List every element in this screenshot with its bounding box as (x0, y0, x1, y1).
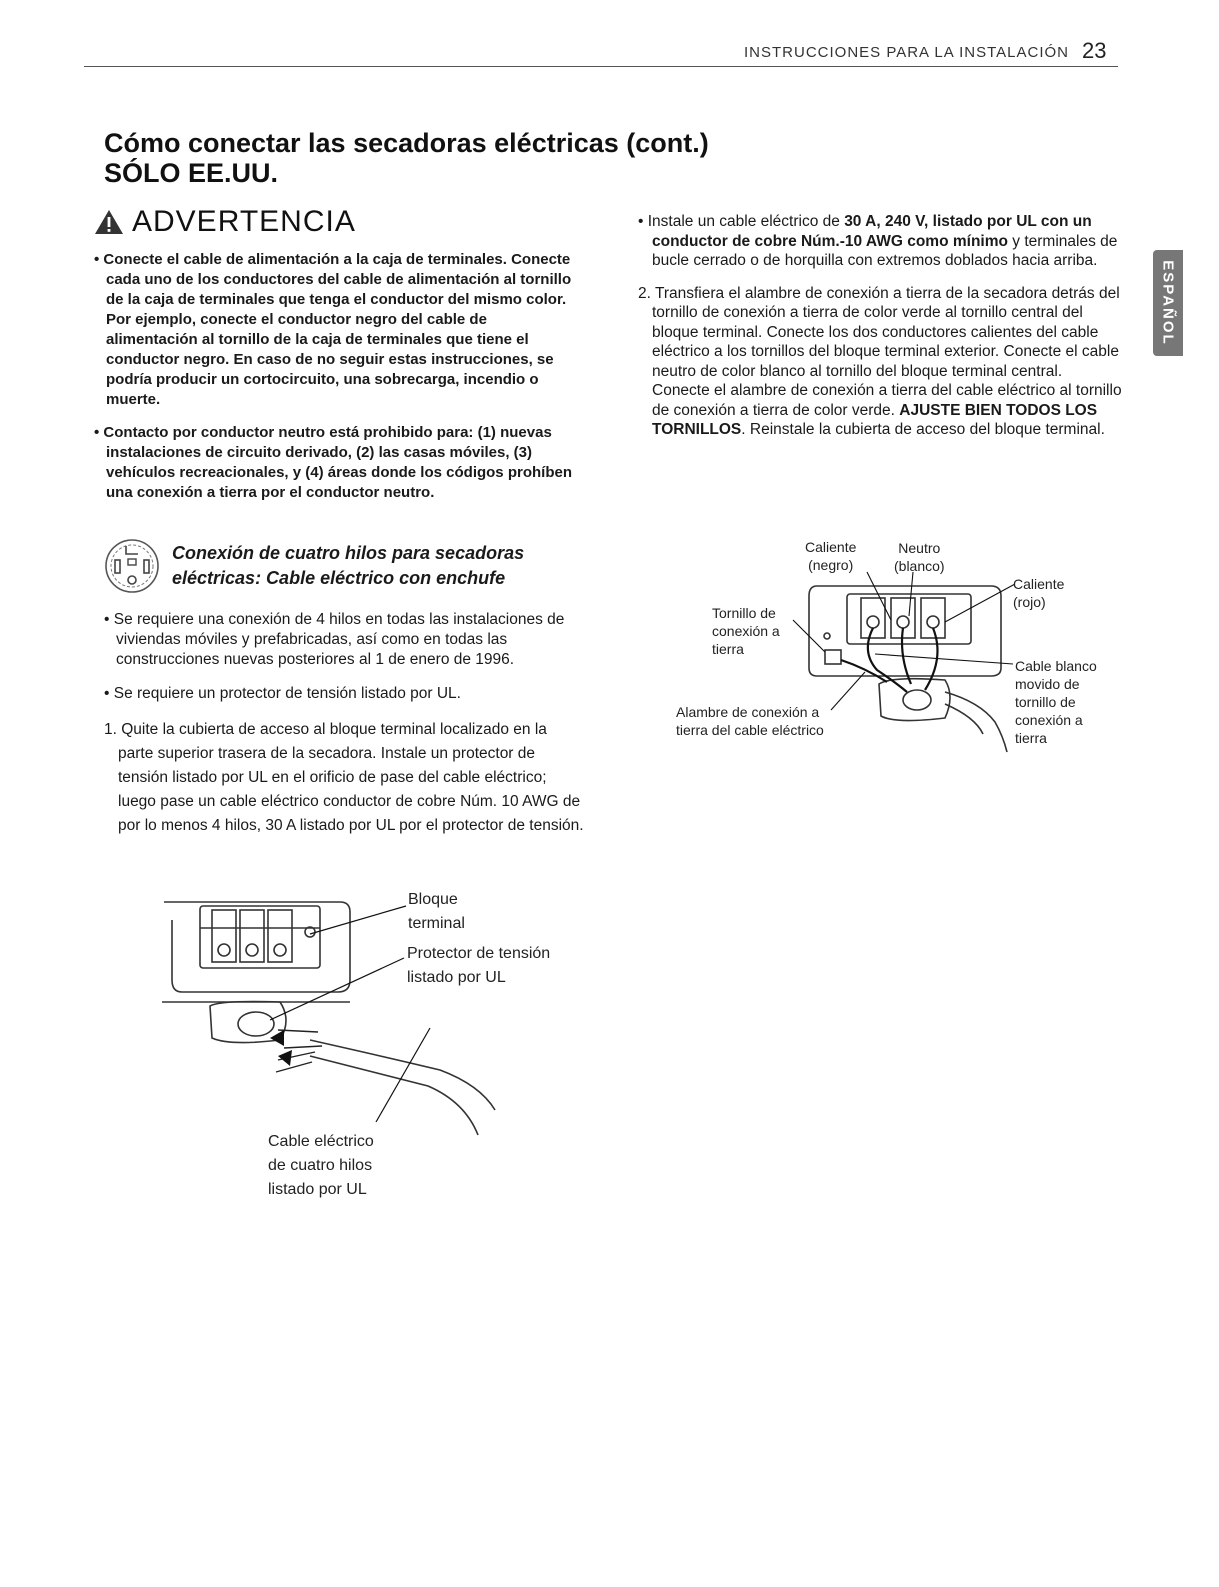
left-body-text (104, 610, 584, 852)
label-cable-line-3: listado por UL (268, 1181, 367, 1198)
requirement-bullet-2: • Se requiere un protector de tensión listado por UL. (104, 685, 461, 702)
label-tornillo-line-3: tierra (712, 641, 744, 657)
warning-title: ADVERTENCIA (132, 205, 356, 238)
label-tornillo-line-1: Tornillo de (712, 605, 776, 621)
title-line-1: Cómo conectar las secadoras eléctricas (cont.) (104, 128, 709, 158)
label-tornillo-line-2: conexión a (712, 623, 780, 639)
label-alambre-line-1: Alambre de conexión a (676, 704, 820, 720)
label-bloque-terminal (408, 888, 465, 936)
page-title (104, 128, 709, 188)
label-cable-blanco-line-2: movido de (1015, 676, 1080, 692)
label-alambre-line-2: tierra del cable eléctrico (676, 722, 824, 738)
label-cable-cuatro-hilos (268, 1130, 374, 1202)
warning-bullet-2: • Contacto por conductor neutro está prohibido para: (1) nuevas instalaciones de circuito derivado, (2) las casas móviles, (3) vehículos recreacionales, y (4) áreas donde los códigos prohíben una conexión a tierra por el conductor neutro. (94, 424, 572, 501)
label-neutro-line-2: (blanco) (894, 558, 945, 574)
cable-requirement-bold: 30 A, 240 V, listado por UL con un conductor de cobre Núm.-10 AWG como mínimo (652, 213, 1092, 250)
label-protector-line-2: listado por UL (407, 969, 506, 986)
label-caliente-negro (805, 538, 856, 574)
cable-requirement-post: y terminales de bucle cerrado o de horquilla con extremos doblados hacia arriba. (652, 232, 1118, 269)
label-caliente-negro-line-1: Caliente (805, 539, 857, 555)
header-rule (84, 66, 1118, 67)
label-caliente-rojo (1013, 575, 1064, 611)
step-2-bold: AJUSTE BIEN TODOS LOS TORNILLOS (652, 401, 1098, 438)
label-cable-blanco (1015, 657, 1097, 747)
label-neutro (894, 539, 945, 575)
label-tornillo-tierra (712, 604, 780, 658)
terminal-block-diagram (160, 880, 520, 1150)
subsection-title-line-1: Conexión de cuatro hilos para secadoras (172, 543, 525, 563)
label-cable-line-1: Cable eléctrico (268, 1133, 374, 1150)
step-2-post: . Reinstale la cubierta de acceso del bloque terminal. (741, 421, 1105, 438)
subsection-title-line-2: eléctricas: Cable eléctrico con enchufe (172, 568, 506, 588)
label-bloque-line-2: terminal (408, 915, 465, 932)
subsection-title (172, 541, 524, 591)
step-2 (638, 284, 1123, 440)
cable-requirement-bullet (638, 212, 1123, 271)
language-tab (1153, 250, 1183, 356)
label-caliente-rojo-line-2: (rojo) (1013, 594, 1046, 610)
label-cable-blanco-line-5: tierra (1015, 730, 1047, 746)
warning-heading (94, 205, 356, 239)
page-number: 23 (1082, 38, 1107, 63)
label-neutro-line-1: Neutro (898, 540, 941, 556)
label-cable-blanco-line-4: conexión a (1015, 712, 1083, 728)
subsection-heading (104, 538, 524, 594)
right-body-text (638, 212, 1123, 453)
label-protector (407, 942, 550, 990)
label-caliente-negro-line-2: (negro) (808, 557, 854, 573)
cable-requirement-pre: • Instale un cable eléctrico de (638, 213, 845, 230)
step-1: 1. Quite la cubierta de acceso al bloque terminal localizado en la parte superior trasera de la secadora. Instale un protector de tensión listado por UL en el orificio de pase del cable eléctrico; luego pase un cable eléctrico conductor de cobre Núm. 10 AWG de por lo menos 4 hilos, 30 A listado por UL por el protector de tensión. (104, 721, 584, 834)
label-protector-line-1: Protector de tensión (407, 945, 551, 962)
four-prong-outlet-icon (104, 538, 160, 594)
language-tab-label: ESPAÑOL (1159, 260, 1177, 346)
warning-bullet-1: • Conecte el cable de alimentación a la caja de terminales. Conecte cada uno de los conductores del cable de alimentación al tornillo de la caja de terminales que tenga el conductor del mismo color. Por ejemplo, conecte el conductor negro del cable de alimentación al tornillo de la caja de terminales que tiene el conductor negro. En caso de no seguir estas instrucciones, se podría producir un cortocircuito, una sobrecarga, incendio o muerte. (94, 251, 572, 408)
label-cable-blanco-line-1: Cable blanco (1015, 658, 1097, 674)
warning-list (94, 250, 574, 516)
label-cable-line-2: de cuatro hilos (268, 1157, 373, 1174)
label-caliente-rojo-line-1: Caliente (1013, 576, 1065, 592)
label-alambre-tierra (676, 703, 824, 739)
running-header: INSTRUCCIONES PARA LA INSTALACIÓN (743, 44, 1069, 61)
requirement-bullet-1: • Se requiere una conexión de 4 hilos en todas las instalaciones de viviendas móviles y prefabricadas, así como en todas las construcciones nuevas posteriores al 1 de enero de 1996. (104, 611, 565, 668)
label-cable-blanco-line-3: tornillo de (1015, 694, 1076, 710)
title-line-2: SÓLO EE.UU. (104, 158, 279, 188)
warning-triangle-icon (94, 209, 124, 235)
label-bloque-line-1: Bloque (408, 891, 458, 908)
step-2-pre: 2. Transfiera el alambre de conexión a tierra de la secadora detrás del tornillo de conexión a tierra de color verde al tornillo central del bloque terminal. Conecte los dos conductores calientes del cable eléctrico a los tornillos del bloque terminal exterior. Conecte el cable neutro de color blanco al tornillo del bloque terminal central. Conecte el alambre de conexión a tierra del cable eléctrico al tornillo de conexión a tierra de color verde. (638, 284, 1122, 419)
